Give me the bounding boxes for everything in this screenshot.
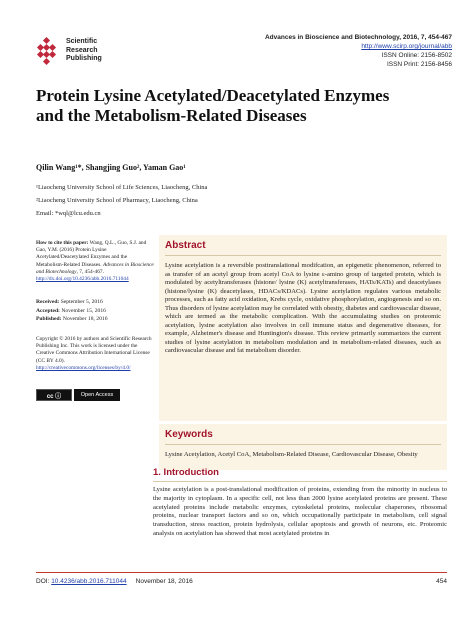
page-number: 454 [436,578,447,585]
accepted-label: Accepted: [36,307,60,314]
publisher-name-line2: Research [66,46,98,54]
journal-url-link[interactable]: http://www.scirp.org/journal/abb [361,43,452,50]
published-label: Published: [36,316,62,322]
abstract-text: Lysine acetylation is a reversible posttranslational modifcation, an epigenetic phenomenon, referred to as transfer of an acetyl group from acetyl CoA to lysine ε-amino group of targeted protein, which is modulated by acetyltransferases (histone/ lysine (K) acetyltransferases, HATs/KATs) and deacetylases (histone/lysine (K) deacetylases, HDACs/KDACs). Lysine acetylation regulates various metabolic processes, such as fatty acid oxidation, Krebs cycle, oxidative phosphorylation, angiogenesis and so on. Thus disorders of lysine acetylation may be correlated with obesity, diabetes and cardiovascular disease, which are termed as the metabolic complication. With the accumulating studies on proteomic acetylation, lysine acetylation also involves in cell immune status and degenerative diseases, for example, Alzheimer's disease and Huntington's disease. This review primarily summarizes the current studies of lysine acetylation in metabolism modulation and in metabolism-related diseases, such as cardiovascular disease and fat metabolism disorder. [165,262,441,354]
affiliation-1: ¹Liaocheng University School of Life Sciences, Liaocheng, China [36,184,208,191]
affiliation-2: ²Liaocheng University School of Pharmacy, Liaocheng, China [36,197,198,204]
open-access-badge: Open Access [74,389,120,401]
published-date: November 18, 2016 [62,316,108,322]
received-label: Received: [36,299,60,305]
page-footer [36,578,447,585]
paper-title-line2: and the Metabolism-Related Diseases [36,106,307,125]
keywords-heading: Keywords [165,429,213,440]
how-to-cite [36,240,154,283]
citation-journal: Advances in Bioscience and Biotechnology [36,261,154,275]
publisher-name-line3: Publishing [66,55,102,62]
footer-doi-label: DOI: [36,578,50,585]
article-dates [36,298,154,324]
keywords-text: Lysine Acetylation, Acetyl CoA, Metabolism-Related Disease, Cardiovascular Disease, Obesity [165,451,418,458]
publisher-name [66,38,102,64]
abstract-box [159,235,447,421]
citation-volume: , 7, 454-467. [76,268,104,275]
copyright-text: Copyright © 2016 by authors and Scientific Research Publishing Inc. This work is licensed under the Creative Commons Attribution International License (CC BY 4.0). [36,336,152,364]
paper-title-line1: Protein Lysine Acetylated/Deacetylated Enzymes [36,86,390,105]
issn-online: ISSN Online: 2156-8502 [381,52,452,59]
abstract-heading: Abstract [165,240,206,251]
author-email: Email: *wql@lcu.edu.cn [36,210,101,217]
copyright-notice [36,336,154,372]
journal-info [265,33,452,69]
citation-text: Wang, Q.L., Guo, S.J. and Gao, Y.M. (2016) Protein Lysine Acetylated/Deacetylated Enzymes and the Metabolism-Related Diseases. [36,240,147,268]
footer-date: November 18, 2016 [135,578,193,585]
received-date: September 5, 2016 [60,299,103,305]
author-list: Qilin Wang¹*, Shangjing Guo², Yaman Gao¹ [36,163,186,172]
journal-citation-line: Advances in Bioscience and Biotechnology, 2016, 7, 454-467 [264,34,452,41]
introduction-heading: 1. Introduction [153,464,447,482]
footer-divider [36,572,447,573]
publisher-name-line1: Scientific [66,38,98,45]
issn-print: ISSN Print: 2156-8456 [386,61,452,68]
paper-title [36,86,446,126]
license-link[interactable]: http://creativecommons.org/licenses/by/4.0/ [36,364,131,371]
accepted-date: November 15, 2016 [61,307,106,314]
citation-doi-link[interactable]: http://dx.doi.org/10.4236/abb.2016.711044 [36,276,129,283]
how-to-cite-label: How to cite this paper: [36,240,89,246]
introduction-text: Lysine acetylation is a post-translational modification of proteins, extending from the minority in nucleus to the majority in cytoplasm. In a specific cell, not less than 2000 lysine acetylated proteins are present. These acetylated proteins include metabolic enzymes, cytoskeletal proteins, molecular chaperones, ribosomal proteins, nuclear transport factors and so on, which occupationally participate in metabolism, cell signal transduction, stress reaction, protein hydrolysis, cellular apoptosis and growth of neurons, etc. Proteomic analysis on acetylation has showed that most acetylated proteins in [153,486,447,537]
cc-license-badge[interactable]: cc ⓘ [36,389,72,401]
footer-doi-link[interactable]: 10.4236/abb.2016.711044 [51,578,127,585]
